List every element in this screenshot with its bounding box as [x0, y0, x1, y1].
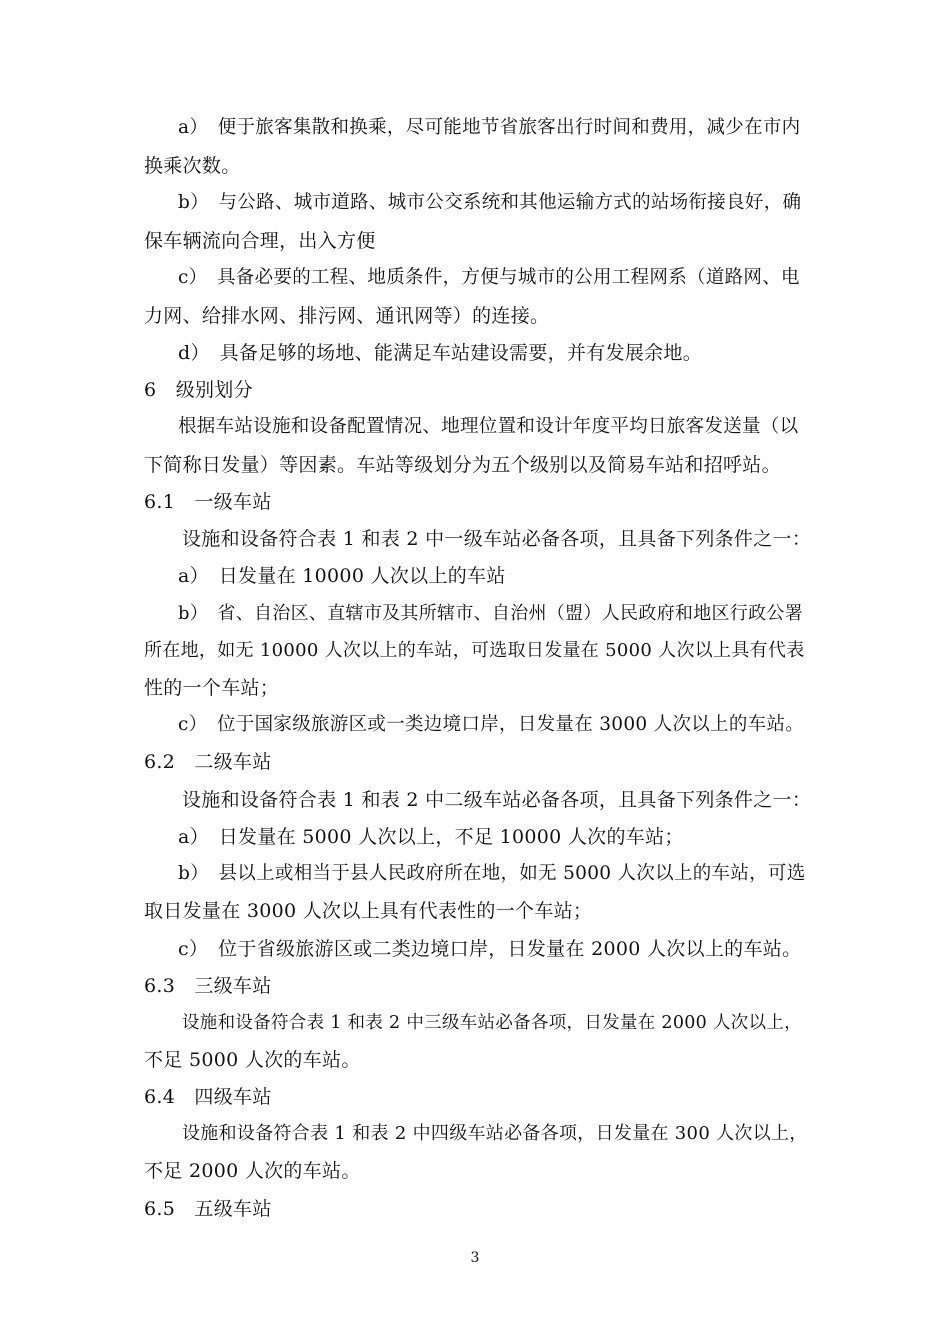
- text-line: c） 位于国家级旅游区或一类边境口岸，日发量在 3000 人次以上的车站。: [178, 714, 805, 735]
- text-line: b） 县以上或相当于县人民政府所在地，如无 5000 人次以上的车站，可选: [178, 863, 806, 884]
- section-heading: 6.5 五级车站: [144, 1198, 272, 1220]
- section-heading: 6.3 三级车站: [144, 975, 272, 997]
- text-line: 设施和设备符合表 1 和表 2 中三级车站必备各项，日发量在 2000 人次以上，: [182, 1013, 802, 1033]
- text-line: 性的一个车站；: [144, 677, 280, 699]
- text-line: 保车辆流向合理，出入方便: [144, 230, 376, 252]
- text-line: 下简称日发量）等因素。车站等级划分为五个级别以及简易车站和招呼站。: [144, 454, 781, 476]
- text-line: a） 便于旅客集散和换乘，尽可能地节省旅客出行时间和费用，减少在市内: [178, 117, 801, 138]
- section-heading: 6.2 二级车站: [144, 751, 272, 773]
- text-line: d） 具备足够的场地、能满足车站建设需要，并有发展余地。: [178, 342, 703, 364]
- text-line: 所在地，如无 10000 人次以上的车站，可选取日发量在 5000 人次以上具有代表: [144, 640, 805, 661]
- section-heading: 6 级别划分: [144, 379, 253, 401]
- text-line: 取日发量在 3000 人次以上具有代表性的一个车站；: [144, 900, 593, 922]
- text-line: b） 与公路、城市道路、城市公交系统和其他运输方式的站场衔接良好，确: [178, 192, 802, 213]
- text-line: 设施和设备符合表 1 和表 2 中二级车站必备各项，且具备下列条件之一：: [182, 789, 812, 811]
- text-line: 根据车站设施和设备配置情况、地理位置和设计年度平均日旅客发送量（以: [178, 416, 799, 437]
- section-heading: 6.1 一级车站: [144, 491, 272, 513]
- text-line: a） 日发量在 10000 人次以上的车站: [178, 565, 506, 587]
- text-line: 设施和设备符合表 1 和表 2 中一级车站必备各项，且具备下列条件之一：: [182, 528, 812, 550]
- text-line: c） 具备必要的工程、地质条件，方便与城市的公用工程网系（道路网、电: [178, 267, 800, 288]
- text-line: 换乘次数。: [144, 155, 241, 177]
- text-line: a） 日发量在 5000 人次以上，不足 10000 人次的车站；: [178, 826, 684, 848]
- text-line: c） 位于省级旅游区或二类边境口岸，日发量在 2000 人次以上的车站。: [178, 938, 802, 960]
- text-line: 设施和设备符合表 1 和表 2 中四级车站必备各项，日发量在 300 人次以上，: [182, 1123, 808, 1144]
- text-line: b） 省、自治区、直辖市及其所辖市、自治州（盟）人民政府和地区行政公署: [178, 603, 804, 624]
- text-line: 不足 2000 人次的车站。: [144, 1160, 361, 1182]
- page-number: 3: [470, 1250, 480, 1266]
- section-heading: 6.4 四级车站: [144, 1086, 272, 1108]
- text-line: 力网、给排水网、排污网、通讯网等）的连接。: [144, 305, 550, 327]
- text-line: 不足 5000 人次的车站。: [144, 1049, 361, 1071]
